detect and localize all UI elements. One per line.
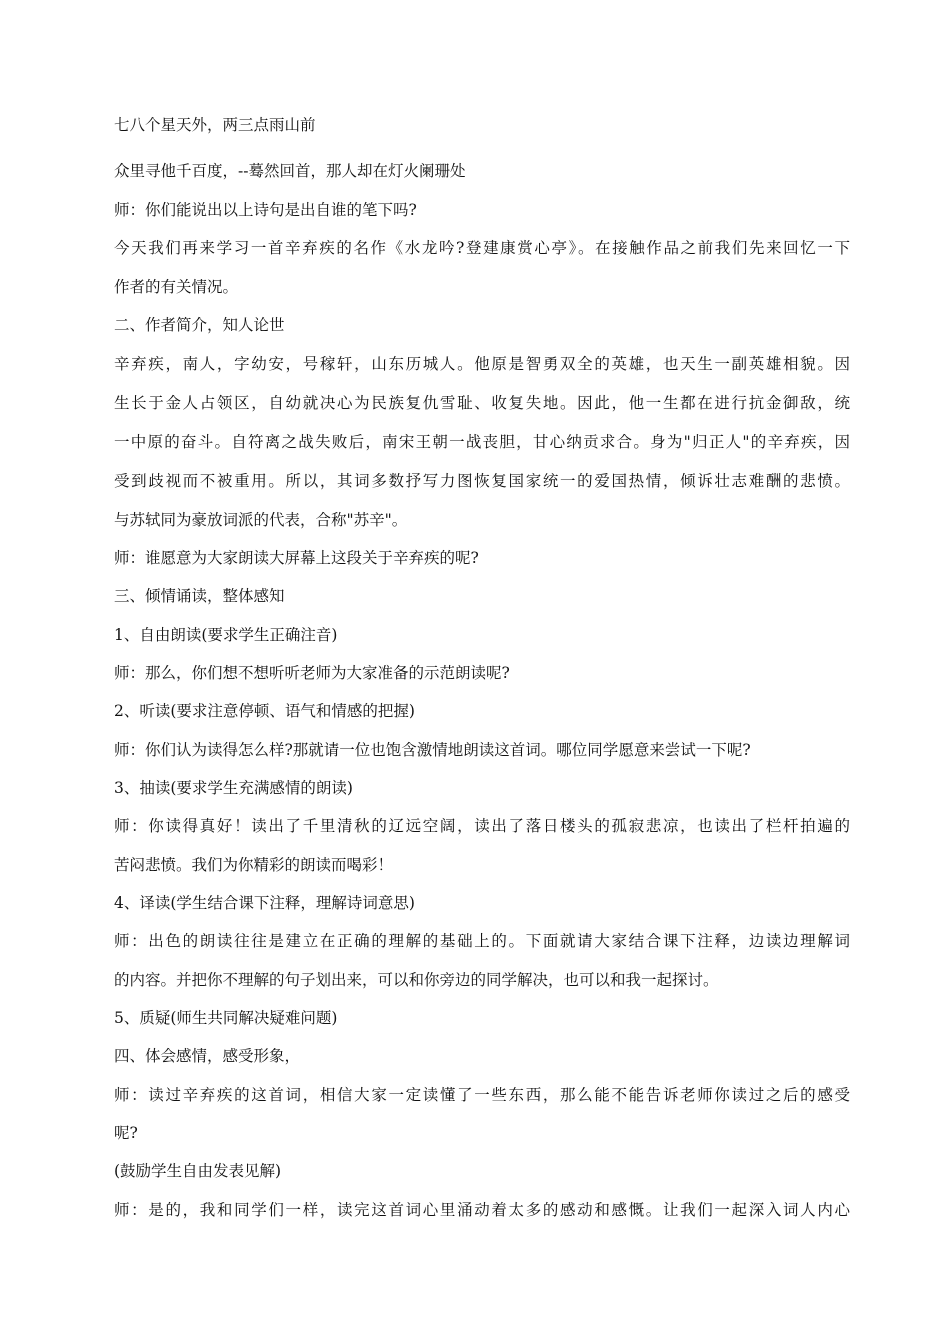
teacher-line: 师：那么，你们想不想听听老师为大家准备的示范朗读呢? xyxy=(114,664,510,682)
paragraph-line: 与苏轼同为豪放词派的代表，合称"苏辛"。 xyxy=(114,511,408,529)
note-line: (鼓励学生自由发表见解) xyxy=(114,1162,282,1180)
step-heading: 4、译读(学生结合课下注释，理解诗词意思) xyxy=(114,894,415,912)
teacher-line: 的内容。并把你不理解的句子划出来，可以和你旁边的同学解决，也可以和我一起探讨。 xyxy=(114,971,719,989)
teacher-line: 师：出色的朗读往往是建立在正确的理解的基础上的。下面就请大家结合课下注释，边读边理解词 xyxy=(114,932,850,950)
paragraph-line: 受到歧视而不被重用。所以，其词多数抒写力图恢复国家统一的爱国热情，倾诉壮志难酬的悲愤。 xyxy=(114,472,850,490)
teacher-line: 师：你们认为读得怎么样?那就请一位也饱含激情地朗读这首词。哪位同学愿意来尝试一下呢? xyxy=(114,741,751,759)
teacher-line: 呢? xyxy=(114,1124,138,1142)
step-heading: 2、听读(要求注意停顿、语气和情感的把握) xyxy=(114,702,415,720)
teacher-line: 师：是的，我和同学们一样，读完这首词心里涌动着太多的感动和感慨。让我们一起深入词人内心 xyxy=(114,1201,850,1219)
teacher-line: 师：读过辛弃疾的这首词，相信大家一定读懂了一些东西，那么能不能告诉老师你读过之后的感受 xyxy=(114,1086,850,1104)
paragraph-line: 作者的有关情况。 xyxy=(114,278,239,296)
teacher-line: 师：你们能说出以上诗句是出自谁的笔下吗? xyxy=(114,201,417,219)
paragraph-line: 生长于金人占领区，自幼就决心为民族复仇雪耻、收复失地。因此，他一生都在进行抗金御敌，统 xyxy=(114,394,850,412)
teacher-line: 苦闷悲愤。我们为你精彩的朗读而喝彩！ xyxy=(114,856,394,874)
poem-line: 七八个星天外，两三点雨山前 xyxy=(114,116,316,134)
poem-line: 众里寻他千百度，--蓦然回首，那人却在灯火阑珊处 xyxy=(114,162,466,180)
teacher-line: 师：谁愿意为大家朗读大屏幕上这段关于辛弃疾的呢? xyxy=(114,549,479,567)
section-heading: 三、倾情诵读，整体感知 xyxy=(114,587,285,605)
paragraph-line: 辛弃疾，南人，字幼安，号稼轩，山东历城人。他原是智勇双全的英雄，也天生一副英雄相貌。因 xyxy=(114,355,850,373)
step-heading: 5、质疑(师生共同解决疑难问题) xyxy=(114,1009,338,1027)
teacher-line: 师：你读得真好！读出了千里清秋的辽远空阔，读出了落日楼头的孤寂悲凉，也读出了栏杆拍遍的 xyxy=(114,817,850,835)
section-heading: 二、作者简介，知人论世 xyxy=(114,316,285,334)
paragraph-line: 今天我们再来学习一首辛弃疾的名作《水龙吟?登建康赏心亭》。在接触作品之前我们先来回忆一下 xyxy=(114,239,850,257)
step-heading: 1、自由朗读(要求学生正确注音) xyxy=(114,626,338,644)
step-heading: 3、抽读(要求学生充满感情的朗读) xyxy=(114,779,353,797)
paragraph-line: 一中原的奋斗。自符离之战失败后，南宋王朝一战丧胆，甘心纳贡求合。身为"归正人"的辛弃疾，因 xyxy=(114,433,850,451)
section-heading: 四、体会感情，感受形象， xyxy=(114,1047,301,1065)
